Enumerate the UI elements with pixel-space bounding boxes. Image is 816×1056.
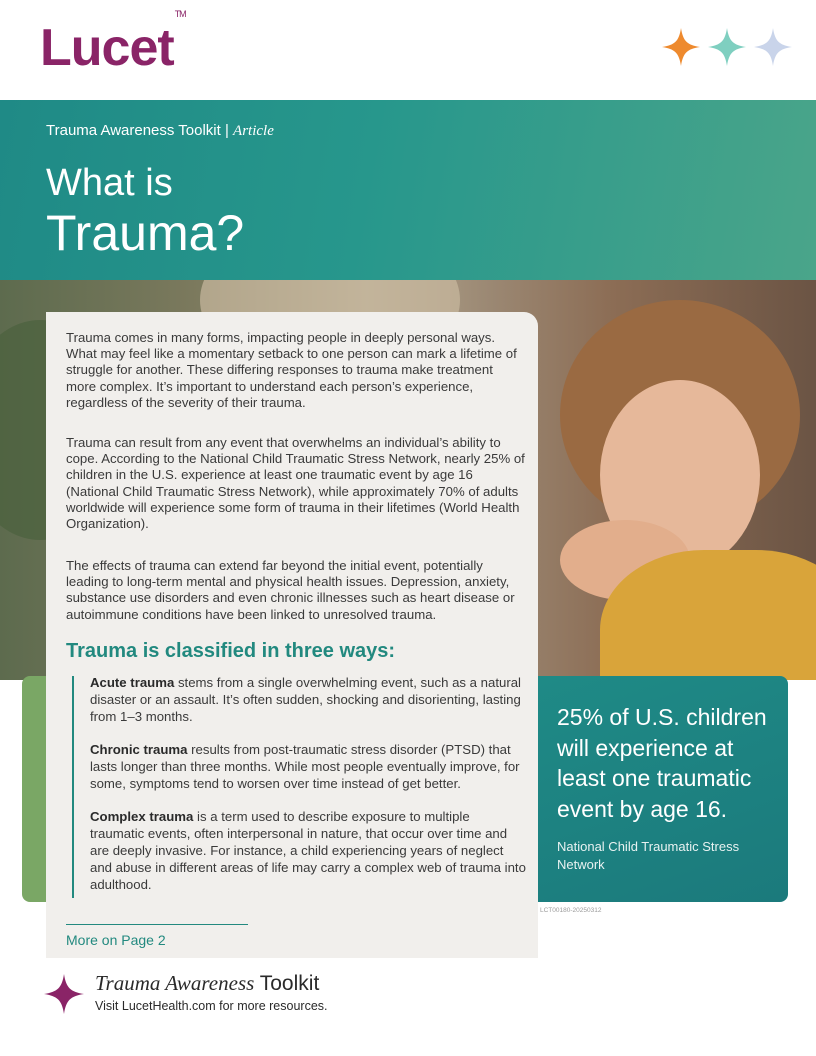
kicker: [46, 122, 274, 140]
chronic-trauma-text: results from post-traumatic stress disorder (PTSD) that lasts longer than three months. While most people eventually improve, for some, symptoms tend to worsen over time instead of get better.: [90, 742, 520, 791]
chronic-trauma-item: [90, 741, 526, 792]
page-title: [46, 162, 245, 261]
kicker-article: Article: [233, 123, 274, 139]
footer-title-regular: Toolkit: [254, 972, 320, 995]
trademark: TM: [174, 8, 186, 19]
acute-trauma-text: stems from a single overwhelming event, such as a natural disaster or an assault. It’s often sudden, shocking and disorienting, lasting from 1–3 months.: [90, 675, 521, 724]
logo-text: Lucet: [40, 19, 174, 77]
purple-sparkle-icon: [44, 974, 84, 1014]
complex-trauma-term: Complex trauma: [90, 809, 194, 824]
chronic-trauma-term: Chronic trauma: [90, 742, 188, 757]
lucet-logo: [40, 8, 186, 78]
mint-sparkle-icon: [708, 28, 746, 66]
lavender-sparkle-icon: [754, 28, 792, 66]
acute-trauma-term: Acute trauma: [90, 675, 175, 690]
title-line-1: What is: [46, 162, 173, 204]
orange-sparkle-icon: [662, 28, 700, 66]
classification-heading: Trauma is classified in three ways:: [66, 640, 396, 662]
complex-trauma-text: is a term used to describe exposure to multiple traumatic events, often interpersonal in nature, that occur over time and are deeply invasive. For instance, a child experiencing years of neglect and abuse in different areas of life may carry a complex web of trauma into adulthood.: [90, 809, 526, 892]
footer-title-italic: Trauma Awareness: [95, 971, 255, 995]
more-on-page-2-link[interactable]: More on Page 2: [66, 932, 166, 948]
more-divider: [66, 924, 248, 925]
article-paragraph-2: Trauma can result from any event that overwhelms an individual’s ability to cope. According to the National Child Traumatic Stress Network, nearly 25% of children in the U.S. experience at least one traumatic event by age 16 (National Child Traumatic Stress Network), while approximately 70% of adults worldwide will experience some form of trauma in their lifetimes (World Health Organization).: [66, 435, 525, 532]
title-line-2: Trauma?: [46, 205, 245, 261]
header-sparkles: [662, 28, 792, 66]
footer-subtitle: Visit LucetHealth.com for more resources.: [95, 999, 328, 1013]
stat-text: 25% of U.S. children will experience at least one traumatic event by age 16.: [557, 704, 767, 822]
article-paragraph-1: Trauma comes in many forms, impacting people in deeply personal ways. What may feel like a momentary setback to one person can mark a lifetime of struggle for another. These differing responses to trauma make treatment more complex. It’s important to understand each person’s experience, regardless of the severity of their trauma.: [66, 330, 517, 410]
acute-trauma-item: [90, 674, 526, 725]
document-code: LCT00180-20250312: [540, 907, 602, 914]
complex-trauma-item: [90, 808, 526, 893]
footer-title: [95, 971, 319, 996]
stat-source: National Child Traumatic Stress Network: [557, 839, 740, 872]
kicker-text: Trauma Awareness Toolkit |: [46, 122, 229, 139]
article-paragraph-3: The effects of trauma can extend far beyond the initial event, potentially leading to long-term mental and physical health issues. Depression, anxiety, substance use disorders and even chronic illnesses such as heart disease or autoimmune conditions have been linked to unresolved trauma.: [66, 558, 515, 622]
